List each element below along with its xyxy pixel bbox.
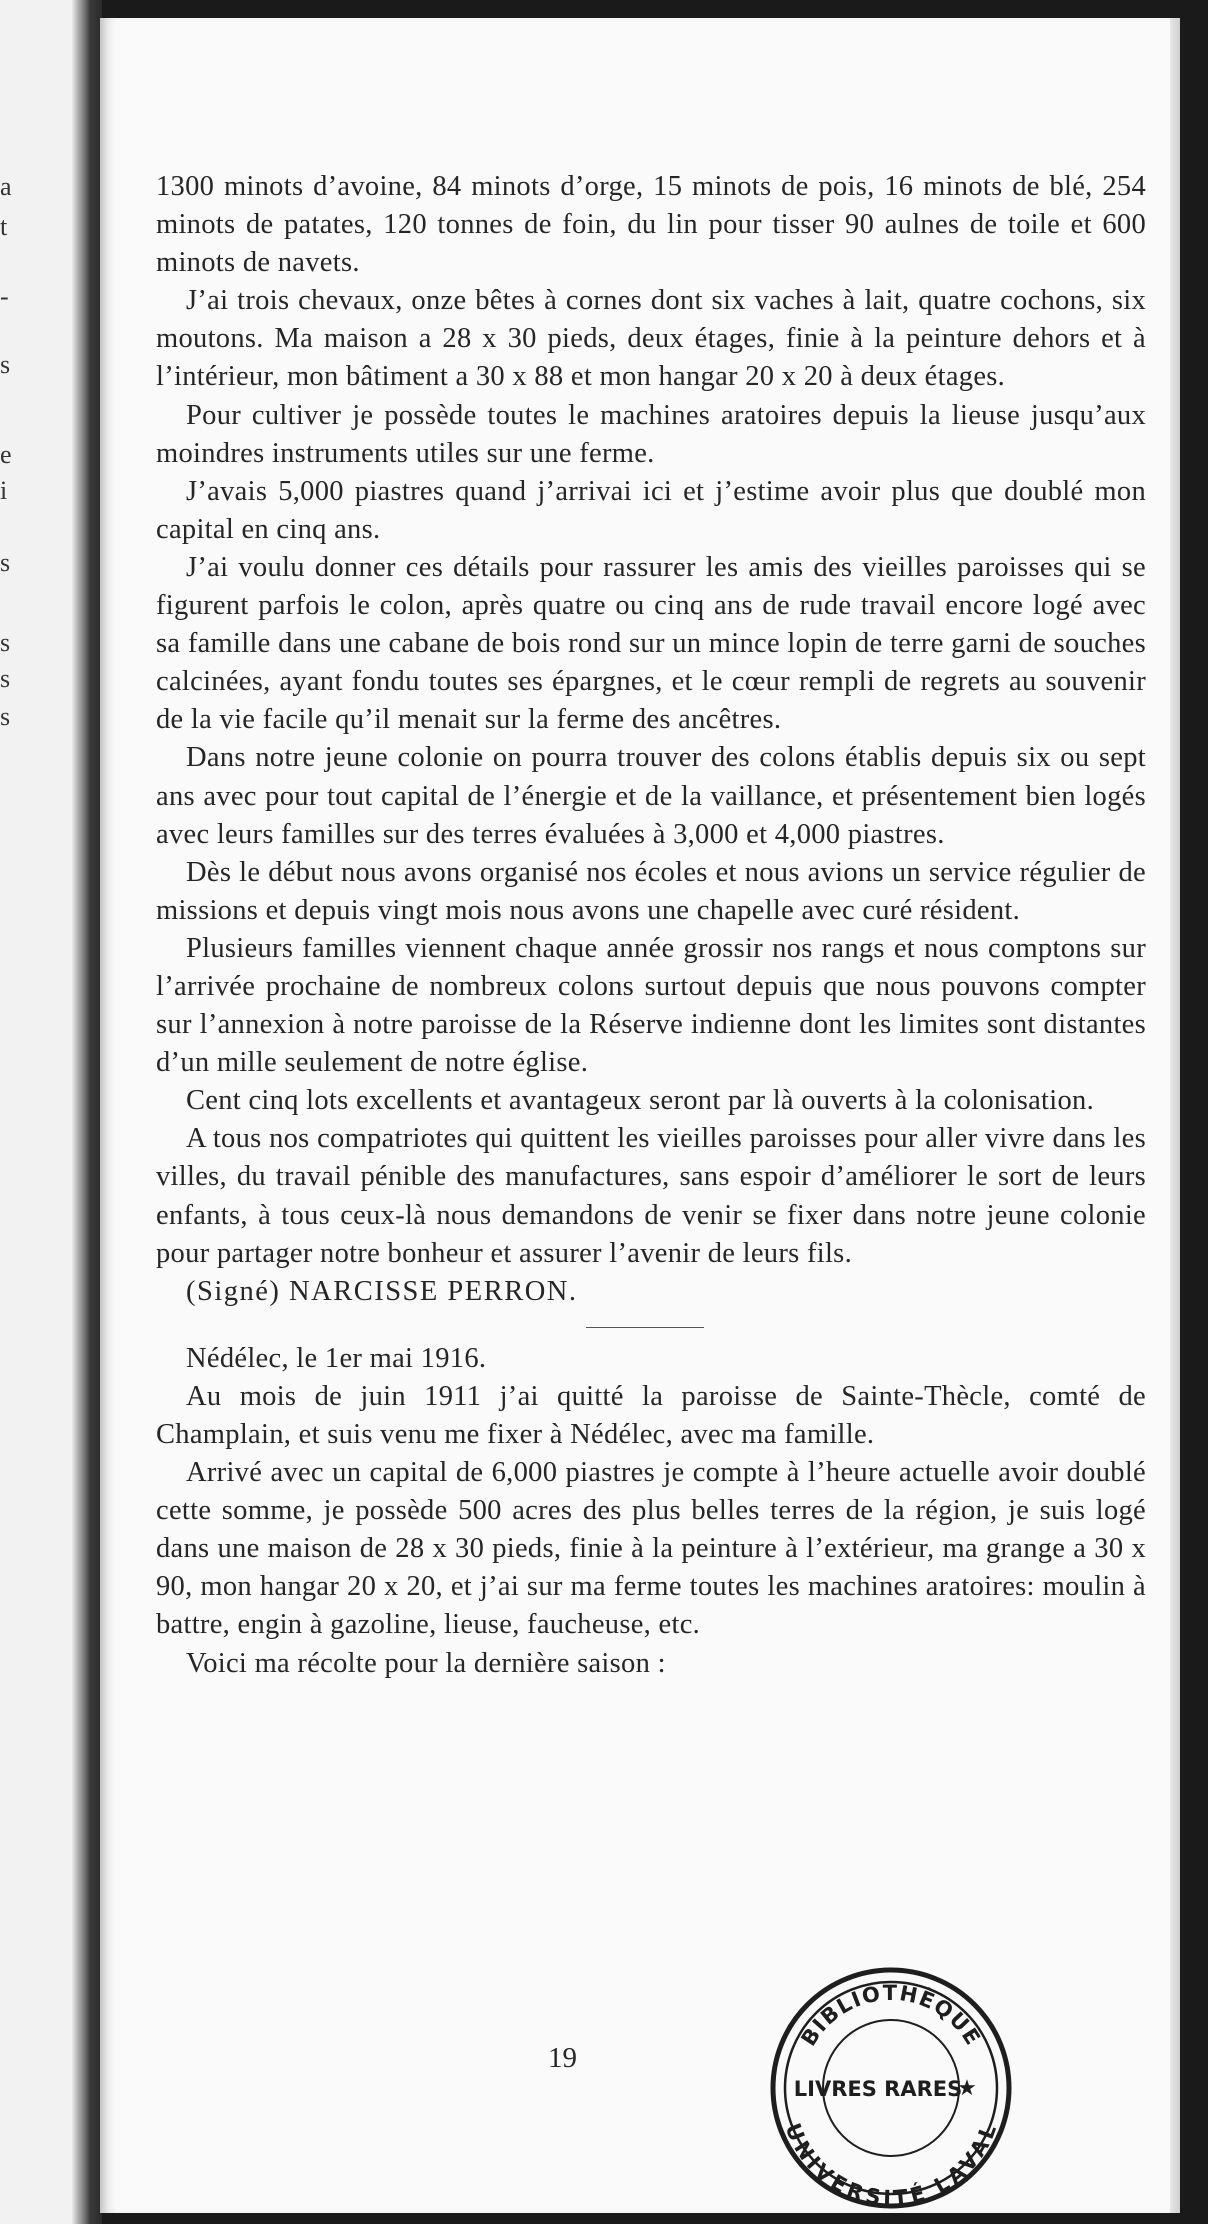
- paragraph: Cent cinq lots excellents et avantageux seront par là ouverts à la colonisation.: [186, 1085, 1095, 1117]
- paragraph: J’ai voulu donner ces détails pour rassurer les amis des vieilles paroisses qui se figurent parfois le colon, après quatre ou cinq ans de rude travail encore logé avec sa famille dans une cabane de bois rond sur un mince lopin de terre garni de souches calcinées, ayant fondu toutes ses épargnes, et le cœur rempli de regrets au souvenir de la vie facile qu’il menait sur la ferme des ancêtres.: [156, 551, 1146, 736]
- binding-shadow: [72, 0, 102, 2224]
- margin-letter: s: [0, 350, 11, 379]
- margin-letter: s: [0, 664, 11, 693]
- star-icon: ★: [957, 2076, 977, 2101]
- paragraph: 1300 minots d’avoine, 84 minots d’orge, 15 minots de pois, 16 minots de blé, 254 minots de patates, 120 tonnes de foin, du lin pour tisser 90 aulnes de toile et 600 minots de navets.: [156, 171, 1146, 279]
- page-number: 19: [548, 2042, 577, 2074]
- library-stamp: [766, 1963, 1016, 2213]
- book-page: [100, 18, 1180, 2213]
- margin-letter: -: [0, 282, 9, 311]
- margin-letter: e: [0, 440, 12, 469]
- paragraph: J’avais 5,000 piastres quand j’arrivai ici et j’estime avoir plus que doublé mon capital en cinq ans.: [156, 475, 1146, 545]
- separator-rule: [586, 1327, 704, 1328]
- margin-letter: a: [0, 172, 12, 201]
- paragraph: Au mois de juin 1911 j’ai quitté la paroisse de Sainte-Thècle, comté de Champlain, et suis venu me fixer à Nédélec, avec ma famille.: [156, 1380, 1146, 1450]
- margin-letter: t: [0, 212, 8, 241]
- margin-letter: s: [0, 548, 11, 577]
- paragraph: Voici ma récolte pour la dernière saison :: [186, 1647, 666, 1679]
- paragraph: J’ai trois chevaux, onze bêtes à cornes dont six vaches à lait, quatre cochons, six moutons. Ma maison a 28 x 30 pieds, deux étages, finie à la peinture dehors et à l’intérieur, mon bâtiment a 30 x 88 et mon hangar 20 x 20 à deux étages.: [156, 285, 1146, 393]
- paragraph: Arrivé avec un capital de 6,000 piastres je compte à l’heure actuelle avoir doublé cette somme, je possède 500 acres des plus belles terres de la région, je suis logé dans une maison de 28 x 30 pieds, finie à la peinture à l’extérieur, ma grange a 30 x 90, mon hangar 20 x 20, et j’ai sur ma ferme toutes les machines aratoires: moulin à battre, engin à gazoline, lieuse, faucheuse, etc.: [156, 1457, 1146, 1641]
- paragraph: Dans notre jeune colonie on pourra trouver des colons établis depuis six ou sept ans avec pour tout capital de l’énergie et de la vaillance, et présentement bien logés avec leurs familles sur des terres évaluées à 3,000 et 4,000 piastres.: [156, 742, 1146, 850]
- stamp-top-text: BIBLIOTHÈQUE: [796, 1980, 986, 2051]
- paragraph: A tous nos compatriotes qui quittent les vieilles paroisses pour aller vivre dans les villes, du travail pénible des manufactures, sans espoir d’améliorer le sort de leurs enfants, à tous ceux-là nous demandons de venir se fixer dans notre jeune colonie pour partager notre bonheur et assurer l’avenir de leurs fils.: [156, 1123, 1146, 1269]
- signature: (Signé) NARCISSE PERRON.: [186, 1275, 578, 1307]
- paragraph: Dès le début nous avons organisé nos écoles et nous avions un service régulier de missions et depuis vingt mois nous avons une chapelle avec curé résident.: [156, 856, 1146, 926]
- margin-letter: s: [0, 628, 11, 657]
- paragraph: Pour cultiver je possède toutes le machines aratoires depuis la lieuse jusqu’aux moindres instruments utiles sur une ferme.: [156, 399, 1146, 469]
- margin-letter: s: [0, 702, 11, 731]
- stamp-middle-text: LIVRES RARES: [793, 2077, 963, 2101]
- paragraph: Plusieurs familles viennent chaque année grossir nos rangs et nous comptons sur l’arrivée prochaine de nombreux colons surtout depuis que nous pouvons compter sur l’annexion à notre paroisse de la Réserve indienne dont les limites sont distantes d’un mille seulement de notre église.: [156, 932, 1146, 1079]
- page-edge: [1170, 18, 1180, 2213]
- dateline: Nédélec, le 1er mai 1916.: [186, 1342, 487, 1374]
- page-text: [156, 168, 1146, 1683]
- stamp-bottom-text: UNIVERSITÉ LAVAL: [780, 2119, 1002, 2211]
- margin-letter: i: [0, 476, 8, 505]
